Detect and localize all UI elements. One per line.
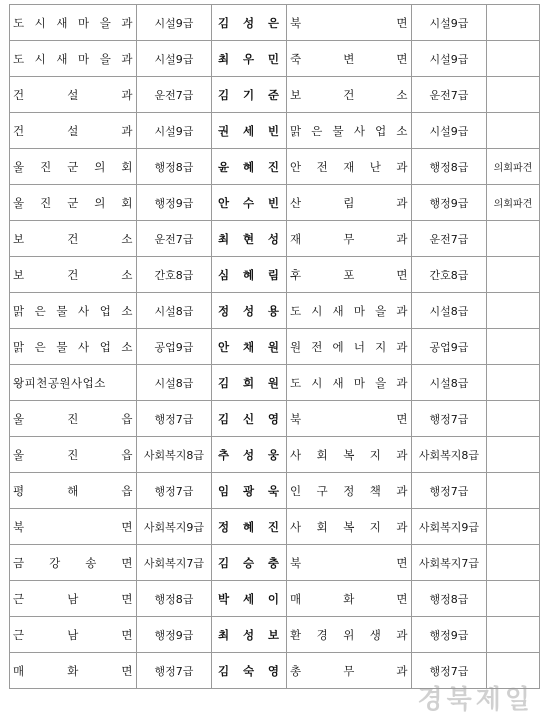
note-cell: 의회파견 xyxy=(487,185,540,221)
from-grade-cell: 사회복지8급 xyxy=(137,437,212,473)
from-dept-cell: 금 강 송 면 xyxy=(10,545,137,581)
to-dept-cell: 사 회 복 지 과 xyxy=(287,437,412,473)
to-dept-cell: 재 무 과 xyxy=(287,221,412,257)
from-grade-cell: 공업9급 xyxy=(137,329,212,365)
note-cell xyxy=(487,473,540,509)
table-row xyxy=(10,545,540,581)
name-cell: 최 현 성 xyxy=(212,221,287,257)
from-grade-cell: 운전7급 xyxy=(137,221,212,257)
to-dept-cell: 북 면 xyxy=(287,401,412,437)
from-dept-cell: 도 시 새 마 을 과 xyxy=(10,5,137,41)
to-grade-cell: 행정9급 xyxy=(412,617,487,653)
from-dept-cell: 보 건 소 xyxy=(10,257,137,293)
to-grade-cell: 사회복지8급 xyxy=(412,437,487,473)
from-grade-cell: 시설9급 xyxy=(137,5,212,41)
from-grade-cell: 행정7급 xyxy=(137,653,212,689)
name-cell: 김 성 은 xyxy=(212,5,287,41)
from-dept-cell: 북 면 xyxy=(10,509,137,545)
watermark-logo: 경북제일 xyxy=(417,685,534,715)
from-grade-cell: 시설9급 xyxy=(137,41,212,77)
from-grade-cell: 시설9급 xyxy=(137,113,212,149)
note-cell xyxy=(487,113,540,149)
name-cell: 정 혜 진 xyxy=(212,509,287,545)
table-row xyxy=(10,5,540,41)
from-dept-cell: 매 화 면 xyxy=(10,653,137,689)
name-cell: 안 채 원 xyxy=(212,329,287,365)
name-cell: 김 신 영 xyxy=(212,401,287,437)
to-grade-cell: 행정7급 xyxy=(412,401,487,437)
from-dept-cell: 건 설 과 xyxy=(10,113,137,149)
table-row xyxy=(10,329,540,365)
to-grade-cell: 시설9급 xyxy=(412,5,487,41)
from-dept-cell: 울 진 읍 xyxy=(10,437,137,473)
from-grade-cell: 행정7급 xyxy=(137,401,212,437)
note-cell xyxy=(487,41,540,77)
table-row xyxy=(10,113,540,149)
name-cell: 최 성 보 xyxy=(212,617,287,653)
from-grade-cell: 사회복지9급 xyxy=(137,509,212,545)
name-cell: 심 혜 림 xyxy=(212,257,287,293)
to-grade-cell: 시설9급 xyxy=(412,41,487,77)
name-cell: 박 세 이 xyxy=(212,581,287,617)
from-grade-cell: 행정8급 xyxy=(137,149,212,185)
from-dept-cell: 건 설 과 xyxy=(10,77,137,113)
to-dept-cell: 사 회 복 지 과 xyxy=(287,509,412,545)
table-row xyxy=(10,185,540,221)
to-dept-cell: 도 시 새 마 을 과 xyxy=(287,365,412,401)
from-dept-cell: 맑 은 물 사 업 소 xyxy=(10,329,137,365)
note-cell xyxy=(487,401,540,437)
name-cell: 정 성 용 xyxy=(212,293,287,329)
to-dept-cell: 총 무 과 xyxy=(287,653,412,689)
from-dept-cell: 근 남 면 xyxy=(10,581,137,617)
from-dept-cell: 도 시 새 마 을 과 xyxy=(10,41,137,77)
from-grade-cell: 시설8급 xyxy=(137,365,212,401)
table-row xyxy=(10,617,540,653)
to-grade-cell: 시설8급 xyxy=(412,293,487,329)
to-grade-cell: 시설9급 xyxy=(412,113,487,149)
note-cell xyxy=(487,221,540,257)
note-cell xyxy=(487,77,540,113)
name-cell: 김 기 준 xyxy=(212,77,287,113)
note-cell xyxy=(487,617,540,653)
from-grade-cell: 운전7급 xyxy=(137,77,212,113)
to-grade-cell: 행정7급 xyxy=(412,653,487,689)
to-grade-cell: 공업9급 xyxy=(412,329,487,365)
from-dept-cell: 보 건 소 xyxy=(10,221,137,257)
to-grade-cell: 운전7급 xyxy=(412,77,487,113)
to-dept-cell: 원 전 에 너 지 과 xyxy=(287,329,412,365)
table-row xyxy=(10,437,540,473)
name-cell: 김 희 원 xyxy=(212,365,287,401)
table-row xyxy=(10,77,540,113)
table-row xyxy=(10,365,540,401)
name-cell: 추 성 웅 xyxy=(212,437,287,473)
name-cell: 임 광 욱 xyxy=(212,473,287,509)
from-grade-cell: 행정8급 xyxy=(137,581,212,617)
to-dept-cell: 매 화 면 xyxy=(287,581,412,617)
to-grade-cell: 사회복지7급 xyxy=(412,545,487,581)
from-grade-cell: 행정9급 xyxy=(137,185,212,221)
to-dept-cell: 북 면 xyxy=(287,545,412,581)
note-cell xyxy=(487,365,540,401)
table-row xyxy=(10,509,540,545)
from-dept-cell: 평 해 읍 xyxy=(10,473,137,509)
name-cell: 최 우 민 xyxy=(212,41,287,77)
table-row xyxy=(10,41,540,77)
table-row xyxy=(10,257,540,293)
from-dept-cell: 근 남 면 xyxy=(10,617,137,653)
table-row xyxy=(10,149,540,185)
to-grade-cell: 행정7급 xyxy=(412,473,487,509)
to-grade-cell: 간호8급 xyxy=(412,257,487,293)
name-cell: 김 숙 영 xyxy=(212,653,287,689)
to-dept-cell: 안 전 재 난 과 xyxy=(287,149,412,185)
table-row xyxy=(10,473,540,509)
note-cell xyxy=(487,545,540,581)
from-grade-cell: 행정9급 xyxy=(137,617,212,653)
to-grade-cell: 행정8급 xyxy=(412,149,487,185)
to-grade-cell: 운전7급 xyxy=(412,221,487,257)
table-row xyxy=(10,221,540,257)
from-dept-cell: 울 진 군 의 회 xyxy=(10,149,137,185)
from-dept-cell: 왕피천공원사업소 xyxy=(10,365,137,401)
to-dept-cell: 환 경 위 생 과 xyxy=(287,617,412,653)
from-grade-cell: 간호8급 xyxy=(137,257,212,293)
to-dept-cell: 보 건 소 xyxy=(287,77,412,113)
from-dept-cell: 울 진 읍 xyxy=(10,401,137,437)
name-cell: 권 세 빈 xyxy=(212,113,287,149)
note-cell xyxy=(487,257,540,293)
name-cell: 김 승 충 xyxy=(212,545,287,581)
table-row xyxy=(10,581,540,617)
note-cell xyxy=(487,329,540,365)
note-cell xyxy=(487,293,540,329)
note-cell xyxy=(487,5,540,41)
from-dept-cell: 맑 은 물 사 업 소 xyxy=(10,293,137,329)
to-dept-cell: 맑 은 물 사 업 소 xyxy=(287,113,412,149)
note-cell: 의회파견 xyxy=(487,149,540,185)
name-cell: 윤 혜 진 xyxy=(212,149,287,185)
to-dept-cell: 북 면 xyxy=(287,5,412,41)
to-dept-cell: 인 구 정 책 과 xyxy=(287,473,412,509)
personnel-table xyxy=(9,4,540,689)
to-grade-cell: 행정8급 xyxy=(412,581,487,617)
table-row xyxy=(10,401,540,437)
name-cell: 안 수 빈 xyxy=(212,185,287,221)
to-grade-cell: 사회복지9급 xyxy=(412,509,487,545)
to-dept-cell: 산 림 과 xyxy=(287,185,412,221)
to-dept-cell: 죽 변 면 xyxy=(287,41,412,77)
to-grade-cell: 행정9급 xyxy=(412,185,487,221)
note-cell xyxy=(487,509,540,545)
to-grade-cell: 시설8급 xyxy=(412,365,487,401)
to-dept-cell: 후 포 면 xyxy=(287,257,412,293)
from-grade-cell: 사회복지7급 xyxy=(137,545,212,581)
from-dept-cell: 울 진 군 의 회 xyxy=(10,185,137,221)
table-row xyxy=(10,293,540,329)
note-cell xyxy=(487,581,540,617)
note-cell xyxy=(487,437,540,473)
from-grade-cell: 행정7급 xyxy=(137,473,212,509)
to-dept-cell: 도 시 새 마 을 과 xyxy=(287,293,412,329)
from-grade-cell: 시설8급 xyxy=(137,293,212,329)
